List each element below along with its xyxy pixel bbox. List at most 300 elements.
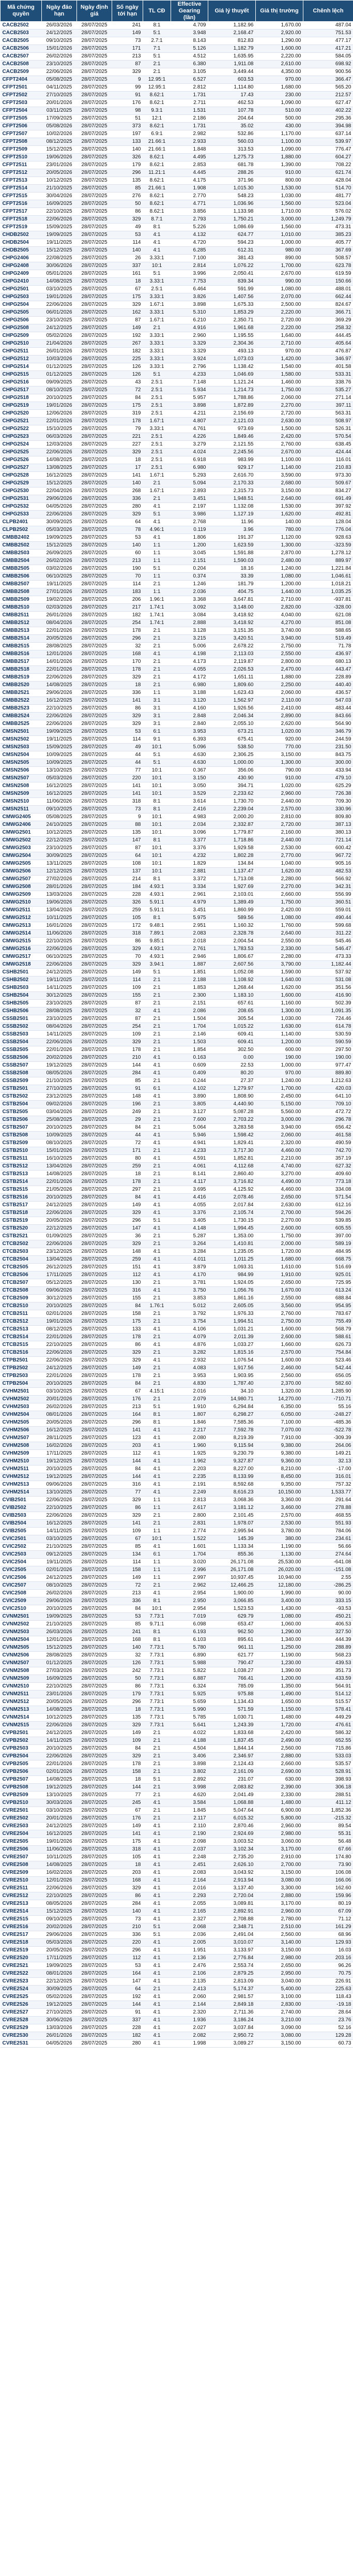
price-difference-cell: 56.48 — [303, 1838, 353, 1846]
theoretical-price-cell: 0.00 — [208, 1054, 256, 1062]
theoretical-price-cell: 5,047.64 — [208, 1807, 256, 1815]
expiry-date-cell: 19/12/2025 — [42, 1473, 77, 1481]
conversion-ratio-cell: 6:1 — [143, 1085, 171, 1093]
table-row — [1, 1497, 353, 1504]
theoretical-price-cell: 1,038.27 — [208, 1667, 256, 1675]
table-row — [1, 976, 353, 984]
theoretical-price-cell: 2,041.49 — [208, 1792, 256, 1799]
expiry-date-cell: 19/09/2025 — [42, 1962, 77, 1970]
warrant-code-cell: CVNM2504 — [1, 1636, 42, 1644]
table-row — [1, 1652, 353, 1660]
warrant-code-cell: CMBB2505 — [1, 565, 42, 573]
warrant-code-cell: CSTB2510 — [1, 1147, 42, 1155]
price-difference-cell: 443.47 — [303, 666, 353, 674]
effective-gearing-cell: 2.416 — [171, 806, 208, 813]
warrant-code-cell: CHDB2502 — [1, 231, 42, 239]
table-row — [1, 1225, 353, 1233]
table-row — [1, 224, 353, 231]
expiry-date-cell: 16/12/2025 — [42, 1830, 77, 1838]
conversion-ratio-cell: 4:1 — [143, 1326, 171, 1334]
price-difference-cell: -286.25 — [303, 1582, 353, 1590]
effective-gearing-cell: 2.248 — [171, 1854, 208, 1861]
market-price-cell: 2,440.00 — [256, 837, 303, 845]
expiry-date-cell: 15/12/2025 — [42, 1644, 77, 1652]
warrant-code-cell: CFPT2518 — [1, 216, 42, 224]
market-price-cell: 1,630.00 — [256, 1023, 303, 1031]
effective-gearing-cell: 6.980 — [171, 682, 208, 689]
expiry-date-cell: 19/09/2025 — [42, 231, 77, 239]
theoretical-price-cell: 681.78 — [208, 161, 256, 169]
table-row — [1, 1334, 353, 1341]
effective-gearing-cell: 2.960 — [171, 332, 208, 340]
valuation-date-cell: 28/07/2025 — [77, 674, 112, 682]
conversion-ratio-cell: 4:1 — [143, 1248, 171, 1256]
market-price-cell: 1,680.00 — [256, 1256, 303, 1264]
theoretical-price-cell: 1,779.87 — [208, 829, 256, 837]
market-price-cell: 1,620.00 — [256, 984, 303, 992]
expiry-date-cell: 28/08/2025 — [42, 643, 77, 650]
conversion-ratio-cell: 9.71:1 — [143, 1621, 171, 1628]
warrant-code-cell: CVRE2509 — [1, 1869, 42, 1877]
warrant-code-cell: CVIC2510 — [1, 1605, 42, 1613]
warrant-code-cell: CFPT2505 — [1, 115, 42, 123]
expiry-date-cell: 16/12/2025 — [42, 697, 77, 705]
price-difference-cell: 225.63 — [303, 1986, 353, 1993]
warrant-code-cell: CTCB2514 — [1, 1334, 42, 1341]
expiry-date-cell: 22/01/2026 — [42, 418, 77, 425]
price-difference-cell: 203.16 — [303, 1955, 353, 1962]
valuation-date-cell: 28/07/2025 — [77, 1450, 112, 1458]
theoretical-price-cell: 594.23 — [208, 239, 256, 247]
price-difference-cell: -323.59 — [303, 542, 353, 550]
warrant-code-cell: CTCB2513 — [1, 1326, 42, 1334]
effective-gearing-cell: 4.979 — [171, 899, 208, 907]
market-price-cell: 1,080.00 — [256, 573, 303, 581]
theoretical-price-cell: 1,900.00 — [208, 1590, 256, 1597]
effective-gearing-cell: 1.806 — [171, 534, 208, 542]
valuation-date-cell: 28/07/2025 — [77, 1636, 112, 1644]
expiry-date-cell: 21/10/2025 — [42, 185, 77, 193]
market-price-cell: 2,480.00 — [256, 557, 303, 565]
effective-gearing-cell: 2.016 — [171, 1388, 208, 1396]
days-to-expiry-cell: 254 — [112, 619, 143, 627]
conversion-ratio-cell: 21.66:1 — [143, 146, 171, 154]
days-to-expiry-cell: 84 — [112, 1745, 143, 1753]
days-to-expiry-cell: 241 — [112, 22, 143, 29]
valuation-date-cell: 28/07/2025 — [77, 379, 112, 387]
conversion-ratio-cell: 8.62:1 — [143, 193, 171, 200]
expiry-date-cell: 19/12/2025 — [42, 1062, 77, 1070]
table-row — [1, 1846, 353, 1854]
theoretical-price-cell: 1,917.56 — [208, 1365, 256, 1372]
table-row — [1, 1046, 353, 1054]
price-difference-cell: 928.63 — [303, 534, 353, 542]
warrant-code-cell: CHPG2509 — [1, 332, 42, 340]
expiry-date-cell: 26/01/2026 — [42, 348, 77, 356]
market-price-cell: 2,280.00 — [256, 876, 303, 883]
valuation-date-cell: 28/07/2025 — [77, 1799, 112, 1807]
days-to-expiry-cell: 84 — [112, 1124, 143, 1132]
warrant-code-cell: CMBB2402 — [1, 534, 42, 542]
theoretical-price-cell: 4,112.68 — [208, 1163, 256, 1171]
days-to-expiry-cell: 337 — [112, 262, 143, 270]
days-to-expiry-cell: 91 — [112, 92, 143, 99]
market-price-cell: 1,320.00 — [256, 1388, 303, 1396]
expiry-date-cell: 14/08/2025 — [42, 278, 77, 286]
days-to-expiry-cell: 147 — [112, 1978, 143, 1986]
market-price-cell: 2,600.00 — [256, 1225, 303, 1233]
conversion-ratio-cell: 2:1 — [143, 1753, 171, 1760]
expiry-date-cell: 26/02/2026 — [42, 557, 77, 565]
days-to-expiry-cell: 171 — [112, 1147, 143, 1155]
price-difference-cell: 691.49 — [303, 495, 353, 503]
valuation-date-cell: 28/07/2025 — [77, 588, 112, 596]
theoretical-price-cell: 2,119.87 — [208, 658, 256, 666]
days-to-expiry-cell: 112 — [112, 1271, 143, 1279]
effective-gearing-cell: 3.792 — [171, 1310, 208, 1318]
conversion-ratio-cell: 4:1 — [143, 247, 171, 255]
expiry-date-cell: 16/12/2025 — [42, 1520, 77, 1528]
price-difference-cell: 401.58 — [303, 363, 353, 371]
expiry-date-cell: 22/10/2025 — [42, 938, 77, 945]
price-difference-cell: 291.64 — [303, 1497, 353, 1504]
price-difference-cell: 698.92 — [303, 61, 353, 68]
table-row — [1, 627, 353, 635]
market-price-cell: 1,480.00 — [256, 1714, 303, 1722]
market-price-cell: 140.00 — [256, 519, 303, 526]
price-difference-cell: -641.08 — [303, 1559, 353, 1566]
table-row — [1, 216, 353, 224]
days-to-expiry-cell: 49 — [112, 224, 143, 231]
theoretical-price-cell: 1,903.95 — [208, 1372, 256, 1380]
table-row — [1, 1116, 353, 1124]
theoretical-price-cell: 1,844.14 — [208, 1745, 256, 1753]
table-row — [1, 596, 353, 604]
valuation-date-cell: 28/07/2025 — [77, 759, 112, 767]
conversion-ratio-cell: 3.33:1 — [143, 255, 171, 262]
expiry-date-cell: 22/10/2025 — [42, 705, 77, 713]
effective-gearing-cell: 2.027 — [171, 2024, 208, 2032]
table-row — [1, 1683, 353, 1691]
warrant-code-cell: CVNM2514 — [1, 1714, 42, 1722]
valuation-date-cell: 28/07/2025 — [77, 425, 112, 433]
valuation-date-cell: 28/07/2025 — [77, 1008, 112, 1015]
expiry-date-cell: 22/12/2025 — [42, 837, 77, 845]
price-difference-cell: 360.51 — [303, 899, 353, 907]
expiry-date-cell: 27/01/2026 — [42, 588, 77, 596]
market-price-cell: 1,080.00 — [256, 286, 303, 293]
conversion-ratio-cell: 1.74:1 — [143, 604, 171, 612]
table-row — [1, 1776, 353, 1784]
days-to-expiry-cell: 175 — [112, 1838, 143, 1846]
market-price-cell: 1,720.00 — [256, 1722, 303, 1729]
table-row — [1, 883, 353, 891]
warrant-code-cell: CVHM2508 — [1, 1442, 42, 1450]
price-difference-cell: 754.84 — [303, 1349, 353, 1357]
expiry-date-cell: 01/12/2025 — [42, 371, 77, 379]
market-price-cell: 2,700.00 — [256, 1861, 303, 1869]
conversion-ratio-cell: 1.74:1 — [143, 612, 171, 619]
market-price-cell: 2,070.00 — [256, 293, 303, 301]
table-row — [1, 1861, 353, 1869]
conversion-ratio-cell: 10:1 — [143, 744, 171, 751]
effective-gearing-cell: 5.934 — [171, 387, 208, 394]
days-to-expiry-cell: 18 — [112, 1171, 143, 1178]
market-price-cell: 4,490.00 — [256, 1178, 303, 1186]
conversion-ratio-cell: 1:1 — [143, 1528, 171, 1535]
effective-gearing-cell: 4.188 — [171, 1737, 208, 1745]
price-difference-cell: 600.42 — [303, 845, 353, 852]
expiry-date-cell: 22/06/2026 — [42, 674, 77, 682]
valuation-date-cell: 28/07/2025 — [77, 744, 112, 751]
valuation-date-cell: 28/07/2025 — [77, 1411, 112, 1419]
price-difference-cell: 406.53 — [303, 1621, 353, 1628]
market-price-cell: 2,550.00 — [256, 650, 303, 658]
warrant-code-cell: CTCB2505 — [1, 1264, 42, 1271]
valuation-date-cell: 28/07/2025 — [77, 1077, 112, 1085]
theoretical-price-cell: 134.84 — [208, 860, 256, 868]
table-row — [1, 1605, 353, 1613]
valuation-date-cell: 28/07/2025 — [77, 61, 112, 68]
conversion-ratio-cell: 8:1 — [143, 876, 171, 883]
market-price-cell: 2,710.00 — [256, 596, 303, 604]
valuation-date-cell: 28/07/2025 — [77, 976, 112, 984]
valuation-date-cell: 28/07/2025 — [77, 1209, 112, 1217]
expiry-date-cell: 20/10/2025 — [42, 1465, 77, 1473]
conversion-ratio-cell: 5:1 — [143, 969, 171, 976]
effective-gearing-cell: 1.908 — [171, 185, 208, 193]
table-row — [1, 922, 353, 930]
effective-gearing-cell: 3.096 — [171, 829, 208, 837]
expiry-date-cell: 23/01/2026 — [42, 161, 77, 169]
effective-gearing-cell: 6.285 — [171, 247, 208, 255]
expiry-date-cell: 28/11/2025 — [42, 1434, 77, 1442]
theoretical-price-cell: 2,870.46 — [208, 1823, 256, 1830]
conversion-ratio-cell: 2:1 — [143, 1077, 171, 1085]
days-to-expiry-cell: 179 — [112, 1691, 143, 1698]
table-row — [1, 945, 353, 953]
valuation-date-cell: 28/07/2025 — [77, 845, 112, 852]
conversion-ratio-cell: 2:1 — [143, 1279, 171, 1287]
warrant-code-cell: CVRE2523 — [1, 1978, 42, 1986]
conversion-ratio-cell: 4:1 — [143, 519, 171, 526]
valuation-date-cell: 28/07/2025 — [77, 1900, 112, 1908]
table-row — [1, 1070, 353, 1077]
days-to-expiry-cell: 178 — [112, 1334, 143, 1341]
days-to-expiry-cell: 87 — [112, 61, 143, 68]
table-row — [1, 286, 353, 293]
market-price-cell: 1,680.00 — [256, 84, 303, 92]
warrant-code-cell: CTCB2507 — [1, 1279, 42, 1287]
theoretical-price-cell: 1,389.49 — [208, 899, 256, 907]
effective-gearing-cell: 2.106 — [171, 1970, 208, 1978]
conversion-ratio-cell: 8:1 — [143, 1419, 171, 1427]
warrant-code-cell: CLPB2502 — [1, 526, 42, 534]
days-to-expiry-cell: 108 — [112, 860, 143, 868]
valuation-date-cell: 28/07/2025 — [77, 1551, 112, 1559]
price-difference-cell: 537.92 — [303, 969, 353, 976]
price-difference-cell: 715.86 — [303, 1745, 353, 1753]
expiry-date-cell: 27/10/2025 — [42, 2009, 77, 2017]
table-row — [1, 456, 353, 464]
effective-gearing-cell: 2.761 — [171, 945, 208, 953]
effective-gearing-cell: 2.982 — [171, 130, 208, 138]
price-difference-cell: 327.50 — [303, 1628, 353, 1636]
price-difference-cell: 514.12 — [303, 1691, 353, 1698]
expiry-date-cell: 30/06/2026 — [42, 262, 77, 270]
market-price-cell: 4,460.00 — [256, 1147, 303, 1155]
price-difference-cell: 436.57 — [303, 689, 353, 697]
valuation-date-cell: 28/07/2025 — [77, 581, 112, 588]
price-difference-cell: 288.51 — [303, 1792, 353, 1799]
theoretical-price-cell: 1,730.70 — [208, 798, 256, 806]
price-difference-cell: 588.61 — [303, 1334, 353, 1341]
conversion-ratio-cell: 4:1 — [143, 231, 171, 239]
theoretical-price-cell: 612.31 — [208, 247, 256, 255]
days-to-expiry-cell: 329 — [112, 511, 143, 519]
days-to-expiry-cell: 91 — [112, 2009, 143, 2017]
column-header: Giá lý thuyết — [208, 1, 256, 22]
days-to-expiry-cell: 67 — [112, 286, 143, 293]
effective-gearing-cell: 3.084 — [171, 612, 208, 619]
market-price-cell: 26,020.00 — [256, 1566, 303, 1574]
effective-gearing-cell: 4.022 — [171, 1729, 208, 1737]
table-row — [1, 806, 353, 813]
price-difference-cell: 656.05 — [303, 1372, 353, 1380]
expiry-date-cell: 13/10/2025 — [42, 1792, 77, 1799]
effective-gearing-cell: 5.064 — [171, 1124, 208, 1132]
expiry-date-cell: 27/03/2026 — [42, 1667, 77, 1675]
table-row — [1, 1621, 353, 1628]
valuation-date-cell: 28/07/2025 — [77, 790, 112, 798]
price-difference-cell: 588.65 — [303, 627, 353, 635]
warrant-code-cell: CVPB2508 — [1, 1784, 42, 1792]
warrant-code-cell: CVPB2503 — [1, 1745, 42, 1753]
price-difference-cell: 594.26 — [303, 1209, 353, 1217]
price-difference-cell: 420.03 — [303, 1085, 353, 1093]
conversion-ratio-cell: 2:1 — [143, 1768, 171, 1776]
valuation-date-cell: 28/07/2025 — [77, 945, 112, 953]
conversion-ratio-cell: 4.93:1 — [143, 945, 171, 953]
market-price-cell: 2,820.00 — [256, 604, 303, 612]
table-row — [1, 1302, 353, 1310]
price-difference-cell: 1,533.77 — [303, 1489, 353, 1497]
conversion-ratio-cell: 7.73:1 — [143, 1644, 171, 1652]
conversion-ratio-cell: 2.5:1 — [143, 449, 171, 456]
expiry-date-cell: 30/09/2025 — [42, 519, 77, 526]
table-row — [1, 177, 353, 185]
conversion-ratio-cell: 2.5:1 — [143, 410, 171, 418]
table-row — [1, 1644, 353, 1652]
valuation-date-cell: 28/07/2025 — [77, 1458, 112, 1465]
table-row — [1, 1566, 353, 1574]
expiry-date-cell: 19/11/2025 — [42, 581, 77, 588]
conversion-ratio-cell: 11.21:1 — [143, 169, 171, 177]
days-to-expiry-cell: 329 — [112, 1240, 143, 1248]
warrant-code-cell: CVRE2518 — [1, 1939, 42, 1947]
price-difference-cell: -309.39 — [303, 1434, 353, 1442]
expiry-date-cell: 14/11/2025 — [42, 1528, 77, 1535]
valuation-date-cell: 28/07/2025 — [77, 332, 112, 340]
conversion-ratio-cell: 7.73:1 — [143, 1691, 171, 1698]
warrant-code-cell: CFPT2515 — [1, 193, 42, 200]
valuation-date-cell: 28/07/2025 — [77, 293, 112, 301]
table-row — [1, 1023, 353, 1031]
price-difference-cell: 563.31 — [303, 410, 353, 418]
effective-gearing-cell: 4.117 — [171, 1178, 208, 1186]
theoretical-price-cell: 6,015.32 — [208, 1815, 256, 1823]
market-price-cell: 1,420.00 — [256, 356, 303, 363]
market-price-cell: 3,000.00 — [256, 216, 303, 224]
table-row — [1, 1209, 353, 1217]
days-to-expiry-cell: 149 — [112, 1823, 143, 1830]
effective-gearing-cell: 2.083 — [171, 930, 208, 938]
table-row — [1, 301, 353, 309]
valuation-date-cell: 28/07/2025 — [77, 1101, 112, 1108]
effective-gearing-cell: 2.055 — [171, 1900, 208, 1908]
effective-gearing-cell: 2.151 — [171, 557, 208, 565]
conversion-ratio-cell: 5:1 — [143, 1217, 171, 1225]
effective-gearing-cell: 1.601 — [171, 1543, 208, 1551]
table-row — [1, 161, 353, 169]
expiry-date-cell: 13/08/2025 — [42, 464, 77, 472]
theoretical-price-cell: 1,052.08 — [208, 969, 256, 976]
market-price-cell: 1,750.00 — [256, 1233, 303, 1240]
theoretical-price-cell: 3,133.97 — [208, 1947, 256, 1955]
effective-gearing-cell: 4.830 — [171, 1380, 208, 1388]
valuation-date-cell: 28/07/2025 — [77, 1287, 112, 1295]
theoretical-price-cell: 1,730.15 — [208, 1217, 256, 1225]
valuation-date-cell: 28/07/2025 — [77, 930, 112, 938]
price-difference-cell: 662.44 — [303, 293, 353, 301]
days-to-expiry-cell: 144 — [112, 1473, 143, 1481]
days-to-expiry-cell: 149 — [112, 1574, 143, 1582]
valuation-date-cell: 28/07/2025 — [77, 216, 112, 224]
days-to-expiry-cell: 126 — [112, 371, 143, 379]
effective-gearing-cell: 3.329 — [171, 340, 208, 348]
market-price-cell: 1,080.00 — [256, 914, 303, 922]
valuation-date-cell: 28/07/2025 — [77, 363, 112, 371]
table-row — [1, 1636, 353, 1644]
market-price-cell: 2,410.00 — [256, 705, 303, 713]
expiry-date-cell: 20/05/2026 — [42, 1419, 77, 1427]
theoretical-price-cell: 430.90 — [208, 775, 256, 782]
conversion-ratio-cell: 4:1 — [143, 534, 171, 542]
market-price-cell: 2,650.00 — [256, 1962, 303, 1970]
days-to-expiry-cell: 141 — [112, 1830, 143, 1838]
conversion-ratio-cell: 4:1 — [143, 1287, 171, 1295]
table-row — [1, 231, 353, 239]
effective-gearing-cell: 5.293 — [171, 472, 208, 480]
effective-gearing-cell: 2.203 — [171, 1465, 208, 1473]
effective-gearing-cell: 2.249 — [171, 1489, 208, 1497]
days-to-expiry-cell: 44 — [112, 751, 143, 759]
warrant-code-cell: CHPG2525 — [1, 449, 42, 456]
conversion-ratio-cell: 1:1 — [143, 1559, 171, 1566]
table-row — [1, 1947, 353, 1955]
theoretical-price-cell: 1,788.86 — [208, 394, 256, 402]
expiry-date-cell: 09/06/2026 — [42, 1481, 77, 1489]
warrant-code-cell: CVNM2508 — [1, 1667, 42, 1675]
conversion-ratio-cell: 4:1 — [143, 1947, 171, 1955]
conversion-ratio-cell: 4.93:1 — [143, 891, 171, 899]
warrant-code-cell: CHPG2410 — [1, 278, 42, 286]
conversion-ratio-cell: 9:1 — [143, 736, 171, 744]
valuation-date-cell: 28/07/2025 — [77, 1590, 112, 1597]
warrant-code-cell: CHPG2406 — [1, 255, 42, 262]
warrant-code-cell: CMWG2515 — [1, 938, 42, 945]
expiry-date-cell: 22/12/2025 — [42, 1978, 77, 1986]
